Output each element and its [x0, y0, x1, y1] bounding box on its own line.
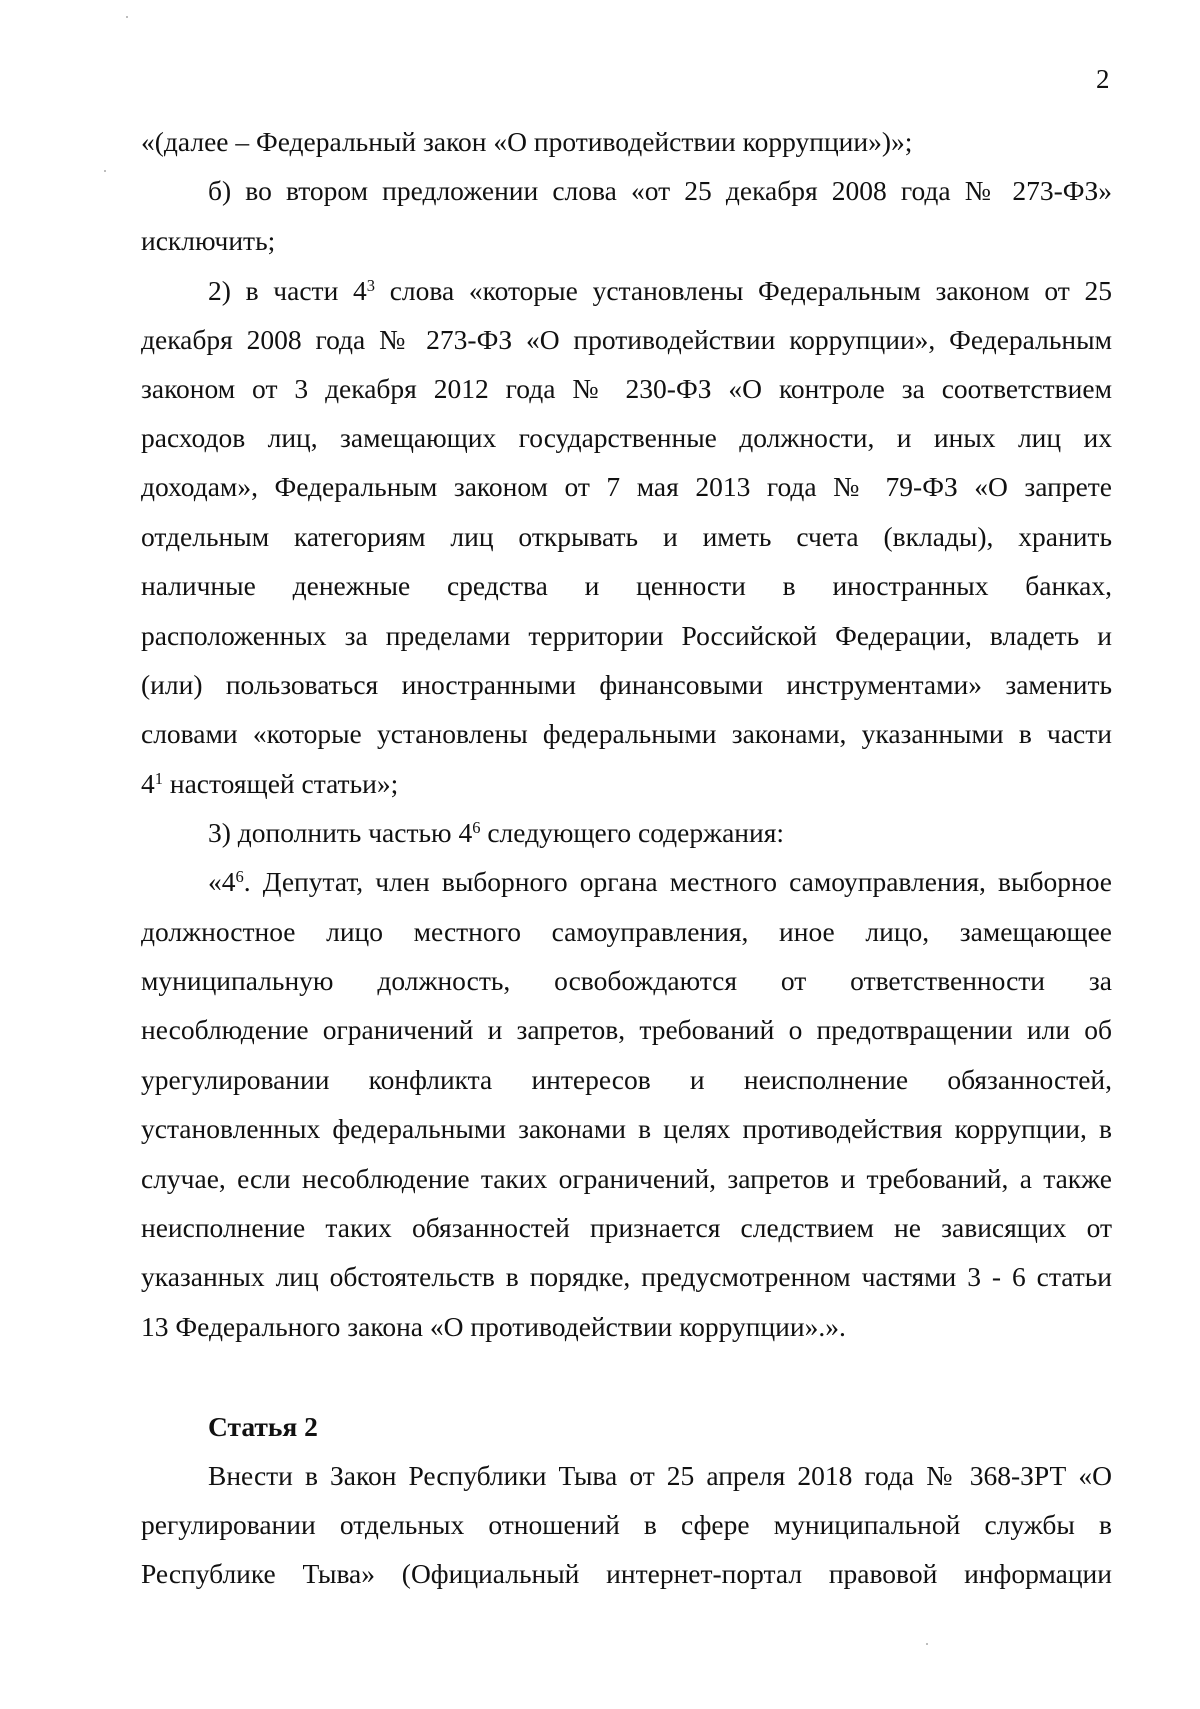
text-line: $4^1$ настоящей статьи»; — [141, 768, 399, 799]
scan-speck — [104, 170, 106, 172]
text-line: муниципальную должность, освобождаются от ответственности за — [141, 965, 1112, 996]
text-line: неисполнение таких обязанностей признается следствием не зависящих от — [141, 1212, 1112, 1243]
text-line: 2) в части $4^3$ слова «которые установлены Федеральным законом от 25 — [208, 275, 1112, 306]
text-line: «(далее – Федеральный закон «О противодействии коррупции»)»; — [141, 126, 913, 157]
text-line: (или) пользоваться иностранными финансовыми инструментами» заменить — [141, 669, 1112, 700]
scan-speck — [126, 16, 128, 18]
text-line: расходов лиц, замещающих государственные должности, и иных лиц их — [141, 422, 1112, 453]
text-line: исключить; — [141, 225, 276, 256]
text-line: наличные денежные средства и ценности в иностранных банках, — [141, 570, 1112, 601]
text-line: несоблюдение ограничений и запретов, требований о предотвращении или об — [141, 1014, 1112, 1045]
page-number: 2 — [1096, 64, 1110, 94]
text-line: «$4^6$. Депутат, член выборного органа местного самоуправления, выборное — [208, 866, 1112, 897]
text-line: урегулировании конфликта интересов и неисполнение обязанностей, — [141, 1064, 1112, 1095]
text-line: законом от 3 декабря 2012 года № 230-ФЗ «О контроле за соответствием — [141, 373, 1112, 404]
text-line: случае, если несоблюдение таких ограничений, запретов и требований, а также — [141, 1163, 1112, 1194]
scan-speck — [926, 1643, 928, 1645]
article-heading: Статья 2 — [208, 1411, 318, 1442]
text-line: отдельным категориям лиц открывать и иметь счета (вклады), хранить — [141, 521, 1112, 552]
text-line: доходам», Федеральным законом от 7 мая 2013 года № 79-ФЗ «О запрете — [141, 471, 1112, 502]
text-line: 13 Федерального закона «О противодействии коррупции».». — [141, 1311, 846, 1342]
text-line: должностное лицо местного самоуправления, иное лицо, замещающее — [141, 916, 1112, 947]
text-line: регулировании отдельных отношений в сфере муниципальной службы в — [141, 1509, 1112, 1540]
text-line: установленных федеральными законами в целях противодействия коррупции, в — [141, 1113, 1112, 1144]
text-line: расположенных за пределами территории Российской Федерации, владеть и — [141, 620, 1112, 651]
text-line: 3) дополнить частью $4^6$ следующего содержания: — [208, 817, 785, 848]
text-line: словами «которые установлены федеральными законами, указанными в части — [141, 718, 1112, 749]
text-line: указанных лиц обстоятельств в порядке, предусмотренном частями 3 - 6 статьи — [141, 1261, 1112, 1292]
text-line: Внести в Закон Республики Тыва от 25 апреля 2018 года № 368-ЗРТ «О — [208, 1460, 1112, 1491]
text-line: Республике Тыва» (Официальный интернет-портал правовой информации — [141, 1558, 1112, 1589]
text-line: декабря 2008 года № 273-ФЗ «О противодействии коррупции», Федеральным — [141, 324, 1112, 355]
text-line: б) во втором предложении слова «от 25 декабря 2008 года № 273-ФЗ» — [208, 175, 1112, 206]
